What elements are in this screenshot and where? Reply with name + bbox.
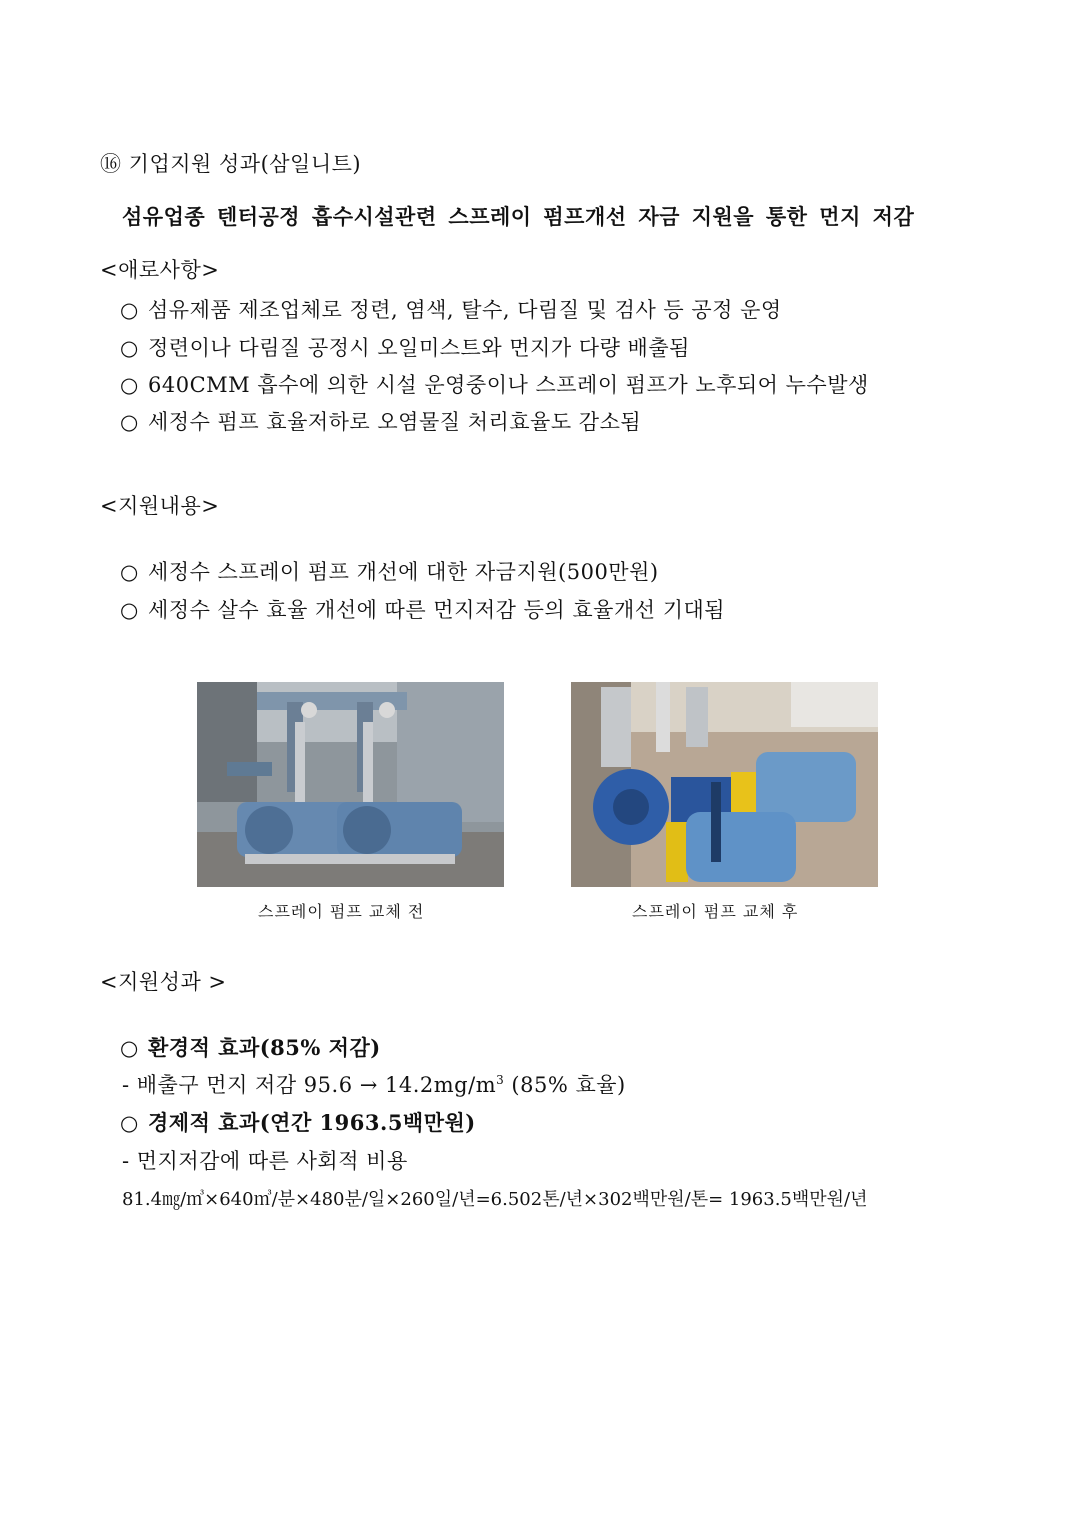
bullet-mark: ○ [120, 1036, 139, 1060]
section-heading: ⑯ 기업지원 성과(삼일니트) [100, 152, 362, 176]
bullet-mark: ○ [120, 1111, 139, 1135]
econ-effect-detail: - 먼지저감에 따른 사회적 비용 [122, 1149, 408, 1173]
project-subtitle: 섬유업종 텐터공정 흡수시설관련 스프레이 펌프개선 자금 지원을 통한 먼지 저감 [122, 204, 915, 229]
support-item: ○ 세정수 스프레이 펌프 개선에 대한 자금지원(500만원) [120, 560, 659, 584]
results-title: <지원성과 > [100, 970, 227, 994]
photo-pump-after [571, 682, 878, 887]
bullet-mark: ○ [120, 598, 139, 622]
env-effect-title: ○ 환경적 효과(85% 저감) [120, 1035, 381, 1060]
support-item: ○ 세정수 살수 효율 개선에 따른 먼지저감 등의 효율개선 기대됨 [120, 598, 726, 622]
photo-after-caption: 스프레이 펌프 교체 후 [632, 902, 799, 921]
env-effect-detail: - 배출구 먼지 저감 $95.6 \to 14.2mg/m^3$ (85% 효율) [122, 1073, 626, 1097]
support-title: <지원내용> [100, 494, 220, 518]
photo-before-caption: 스프레이 펌프 교체 전 [258, 902, 425, 921]
difficulties-title: <애로사항> [100, 258, 220, 282]
difficulty-item: ○ 세정수 펌프 효율저하로 오염물질 처리효율도 감소됨 [120, 410, 642, 434]
bullet-mark: ○ [120, 298, 139, 322]
photo-pump-before [197, 682, 504, 887]
difficulty-item: ○ 640CMM 흡수에 의한 시설 운영중이나 스프레이 펌프가 노후되어 누수발생 [120, 373, 869, 397]
bullet-mark: ○ [120, 336, 139, 360]
cost-formula: 81.4㎎/㎥×640㎥/분×480분/일×260일/년=6.502톤/년×302백만원/톤= 1963.5백만원/년 [122, 1189, 868, 1210]
bullet-mark: ○ [120, 560, 139, 584]
bullet-mark: ○ [120, 373, 139, 397]
econ-effect-title: ○ 경제적 효과(연간 1963.5백만원) [120, 1110, 476, 1135]
bullet-mark: ○ [120, 410, 139, 434]
difficulty-item: ○ 섬유제품 제조업체로 정련, 염색, 탈수, 다림질 및 검사 등 공정 운영 [120, 298, 782, 322]
difficulty-item: ○ 정련이나 다림질 공정시 오일미스트와 먼지가 다량 배출됨 [120, 336, 690, 360]
